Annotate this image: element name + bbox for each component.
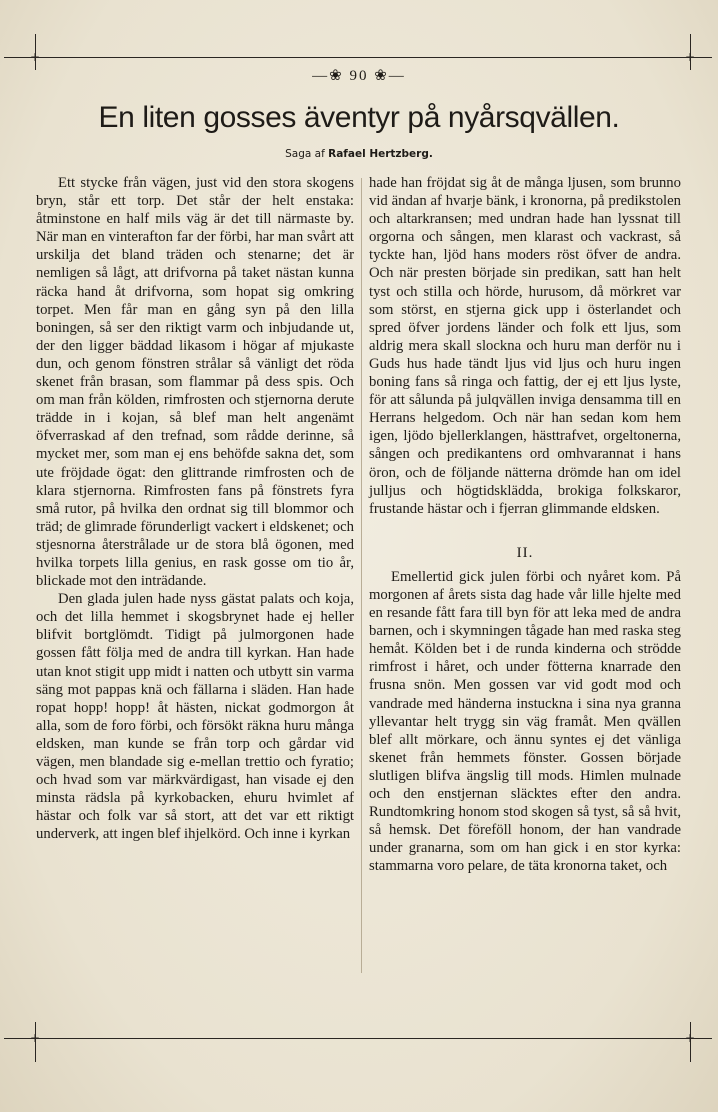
registration-mark-top-left: +	[30, 50, 41, 64]
registration-mark-top-right: +	[685, 50, 696, 64]
byline-author: Rafael Hertzberg.	[328, 148, 433, 160]
column-divider	[361, 178, 362, 973]
byline-prefix: Saga af	[285, 148, 325, 160]
paragraph: hade han fröjdat sig åt de många ljusen, som brunno vid ändan af hvarje bänk, i kronorna, på predikstolen och altarkransen; med undran hade han lyssnat till orgorna och sången, men klarast och vackrast, så tyckte han, ljöd hans moders röst öfver de andra. Och när presten började sin predikan, satt han helt tyst och stilla och hörde, hurusom, då mörkret var som störst, en stjerna gick upp i österlandet och spred öfver jordens länder och folk ett ljus, som aldrig mera skall slockna och huru man derför nu i Guds hus hade tändt ljus vid ljus och huru ingen boning fans så ringa och fattig, der ej ett ljus lyste, för att sålunda på julqvällen inviga densamma till en Herrans helgedom. Och när han sedan kom hem igen, ljödo bjellerklangen, hästtrafvet, orgeltonerna, sången och predikantens ord omhvarannat i hans öron, och de följande nätterna drömde han om idel julljus och högtidsklädda, brokiga folkskaror, frustande hästar och i fjerran glimmande eldsken.	[369, 175, 681, 517]
right-column	[369, 174, 681, 875]
registration-mark-bottom-right: +	[685, 1031, 696, 1045]
page-number: —❀ 90 ❀—	[312, 68, 406, 84]
bottom-crop-line	[4, 1038, 712, 1039]
byline	[0, 148, 718, 160]
section-heading: II.	[516, 544, 534, 561]
paragraph: Den glada julen hade nyss gästat palats och koja, och det lilla hemmet i skogsbrynet hade ej heller blifvit bortglömdt. Tidigt på julmorgonen hade gossen fått följa med de andra till kyrkan. Han hade utan knot stigit upp midt i natten och utbytt sin varma säng mot pappas knä och fällarna i släden. Han hade ropat hopp! hopp! åt hästen, nickat godmorgon åt alla, som de foro förbi, och försökt räkna huru många eldsken, man kunde se från torp och gårdar vid vägen, men blandade sig e-mellan trettio och fyratio; och hvad som var märkvärdigast, han visade ej den minsta rädsla på kyrkobacken, ehuru hvimlet af hästar och folk var så stort, att det var ett riktigt underverk, att ingen blef ihjelkörd. Och inne i kyrkan	[36, 591, 354, 843]
paragraph: Ett stycke från vägen, just vid den stora skogens bryn, står ett torp. Det står der helt enstaka: åtminstone en half mils väg är det till närmaste by. När man en vinterafton far der förbi, har man svårt att urskilja det bland träden och stenarne; det är nemligen så lågt, att drifvorna på taket nästan kunna räcka hand åt drifvorna, som hopat sig omkring torpet. Men får man en gång syn på den lilla boningen, så ser den riktigt varm och inbjudande ut, der den ligger bäddad likasom i högar af mjukaste dun, och genom fönstren strålar så vänligt det röda skenet från brasan, som flammar på dess spis. Och om man från kölden, rimfrosten och stjernorna derute trädde in i kojan, så blef man helt angenämt öfverraskad af den trefnad, som rådde derinne, så mycket mer, som man ej ens behöfde sakna det, som ute fröjdade ögat: den glittrande rimfrosten och de klara stjernorna. Rimfrosten fans på fönstrets fyra små rutor, på hvilka den ordnat sig till blommor och träd; de glimrade förunderligt vackert i eldskenet; och stjesnorna återstrålade ur de stora blå ögonen, med hvilka torpets lilla genius, en rask gosse om tio år, blickade mot den inträdande.	[36, 175, 354, 590]
left-column	[36, 174, 354, 843]
registration-mark-bottom-left: +	[30, 1031, 41, 1045]
article-title: En liten gosses äventyr på nyårsqvällen.	[98, 101, 620, 134]
top-crop-line	[4, 57, 712, 58]
paragraph: Emellertid gick julen förbi och nyåret kom. På morgonen af årets sista dag hade vår lille hjelte med en resande fått fara till byn för att leka med de andra barnen, och i skymningen tågade han med raska steg hemåt. Kölden bet i de runda kinderna och strödde rimfrost i håret, och under fötterna knarrade den frusna snön. Men gossen var vid godt mod och vandrade med händerna instuckna i sina nya granna yllevantar helt trygg sin väg framåt. Men qvällen blef allt mörkare, och ännu syntes ej det vänliga skenet från hemmets fönster. Gossen började slutligen blifva ängslig till mods. Himlen mulnade och den enstjernan släcktes efter den andra. Rundtomkring honom stod skogen så tyst, så så hvit, så hemsk. Det föreföll honom, der han vandrade under granarna, som om han gick i en stor kyrka: stammarna voro pelare, de täta kronorna taket, och	[369, 568, 681, 875]
